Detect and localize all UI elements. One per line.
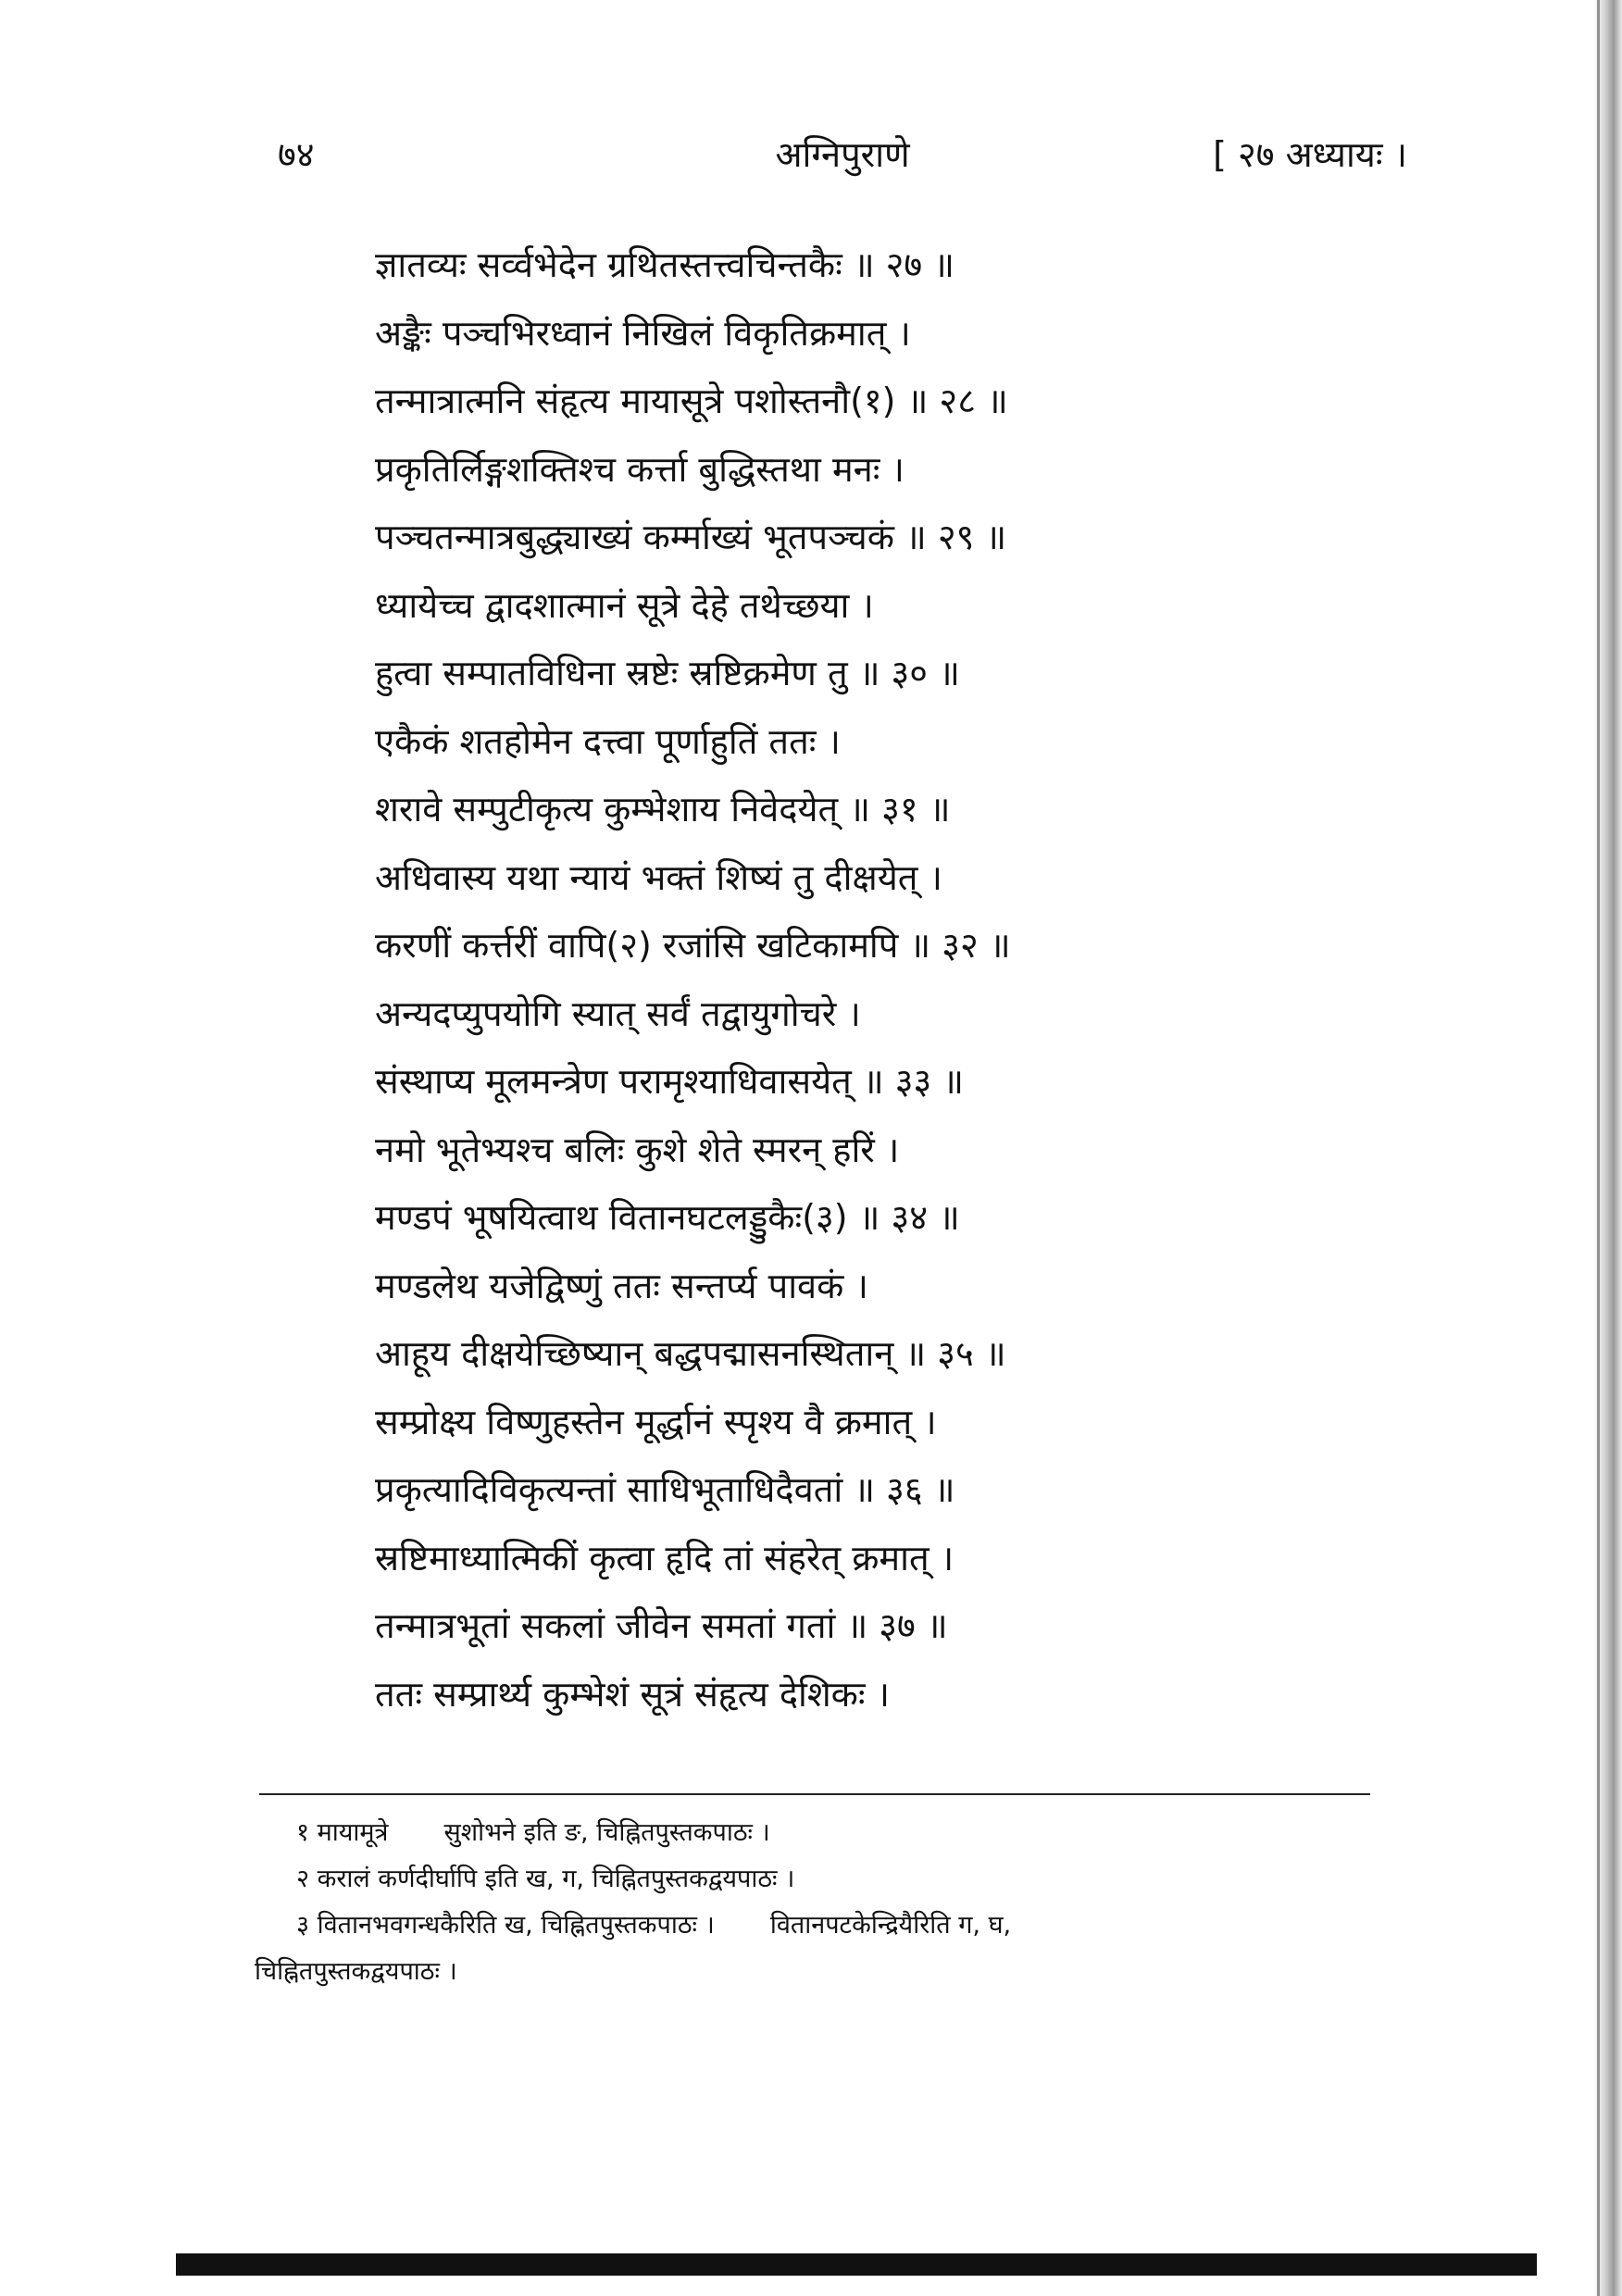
footnote-divider xyxy=(259,1793,1370,1795)
footnote-3-text-c: चिह्नितपुस्तकद्वयपाठः । xyxy=(255,1957,457,1986)
verse-line: प्रकृतिर्लिङ्गशक्तिश्च कर्त्ता बुद्धिस्तथा मनः । xyxy=(375,448,905,490)
footnote-2-text: २ करालं कर्णदीर्घापि इति ख, ग, चिह्नितपुस्तकद्वयपाठः । xyxy=(296,1865,795,1893)
verse-line: करणीं कर्त्तरीं वापि(२) रजांसि खटिकामपि ॥ ३२ ॥ xyxy=(375,925,1011,966)
footnote-3-continued xyxy=(255,1949,1403,1995)
verse-line: तन्मात्रात्मनि संहृत्य मायासूत्रे पशोस्तनौ(१) ॥ २८ ॥ xyxy=(375,381,1008,421)
footnote-3 xyxy=(255,1903,1403,1949)
verse-line: मण्डलेथ यजेद्विष्णुं ततः सन्तर्प्य पावकं । xyxy=(375,1265,868,1306)
verse-line: शरावे सम्पुटीकृत्य कुम्भेशाय निवेदयेत् ॥ ३१ ॥ xyxy=(375,789,951,830)
verse-line: पञ्चतन्मात्रबुद्ध्याख्यं कर्म्माख्यं भूतपञ्चकं ॥ २९ ॥ xyxy=(375,517,1007,557)
verse-line: अन्यदप्युपयोगि स्यात् सर्वं तद्वायुगोचरे । xyxy=(375,992,861,1034)
footnote-1-ref: १ मायामूत्रे xyxy=(296,1818,389,1847)
verse-line: आहूय दीक्षयेच्छिष्यान् बद्धपद्मासनस्थितान् ॥ ३५ ॥ xyxy=(375,1333,1006,1374)
footnote-1-text: सुशोभने इति ङ, चिह्नितपुस्तकपाठः । xyxy=(443,1818,770,1847)
footnotes xyxy=(255,1810,1403,1995)
footnote-1 xyxy=(255,1810,1403,1856)
binding-line xyxy=(1597,0,1600,2296)
page-number: ७४ xyxy=(278,134,315,175)
verse-line: मण्डपं भूषयित्वाथ वितानघटलड्डुकैः(३) ॥ ३४ ॥ xyxy=(375,1197,960,1238)
page-header xyxy=(278,130,1407,185)
verse-line: सम्प्रोक्ष्य विष्णुहस्तेन मूर्द्धानं स्पृश्य वै क्रमात् । xyxy=(375,1401,937,1442)
verse-line: तन्मात्रभूतां सकलां जीवेन समतां गतां ॥ ३७ ॥ xyxy=(375,1605,948,1646)
verse-line: नमो भूतेभ्यश्च बलिः कुशे शेते स्मरन् हरिं । xyxy=(375,1129,900,1170)
verse-line: ततः सम्प्रार्थ्य कुम्भेशं सूत्रं संहृत्य देशिकः । xyxy=(375,1673,891,1715)
verse-block xyxy=(375,231,1301,1728)
verse-line: ध्यायेच्च द्वादशात्मानं सूत्रे देहे तथेच्छया । xyxy=(375,584,874,626)
verse-line: हुत्वा सम्पातविधिना स्रष्टेः स्रष्टिक्रमेण तु ॥ ३० ॥ xyxy=(375,653,960,693)
verse-line: ज्ञातव्यः सर्व्वभेदेन ग्रथितस्तत्त्वचिन्तकैः ॥ २७ ॥ xyxy=(375,244,955,285)
footnote-3-text-b: वितानपटकेन्द्रियैरिति ग, घ, xyxy=(769,1911,1012,1940)
footnote-3-text-a: ३ वितानभवगन्धकैरिति ख, चिह्नितपुस्तकपाठः । xyxy=(296,1911,715,1940)
running-title: अग्निपुराणे xyxy=(775,134,910,175)
verse-line: स्रष्टिमाध्यात्मिकीं कृत्वा हृदि तां संहरेत् क्रमात् । xyxy=(375,1537,954,1578)
scan-bottom-bar xyxy=(176,2253,1537,2276)
verse-line: अङ्कैः पञ्चभिरध्वानं निखिलं विकृतिक्रमात् । xyxy=(375,312,911,354)
footnote-2 xyxy=(255,1856,1403,1903)
verse-line: प्रकृत्यादिविकृत्यन्तां साधिभूताधिदैवतां ॥ ३६ ॥ xyxy=(375,1469,955,1510)
verse-line: अधिवास्य यथा न्यायं भक्तं शिष्यं तु दीक्षयेत् । xyxy=(375,856,942,898)
verse-line: एकैकं शतहोमेन दत्त्वा पूर्णाहुतिं ततः । xyxy=(375,720,841,762)
chapter-label: [ २७ अध्यायः । xyxy=(1213,134,1407,175)
verse-line: संस्थाप्य मूलमन्त्रेण परामृश्याधिवासयेत् ॥ ३३ ॥ xyxy=(375,1061,965,1102)
